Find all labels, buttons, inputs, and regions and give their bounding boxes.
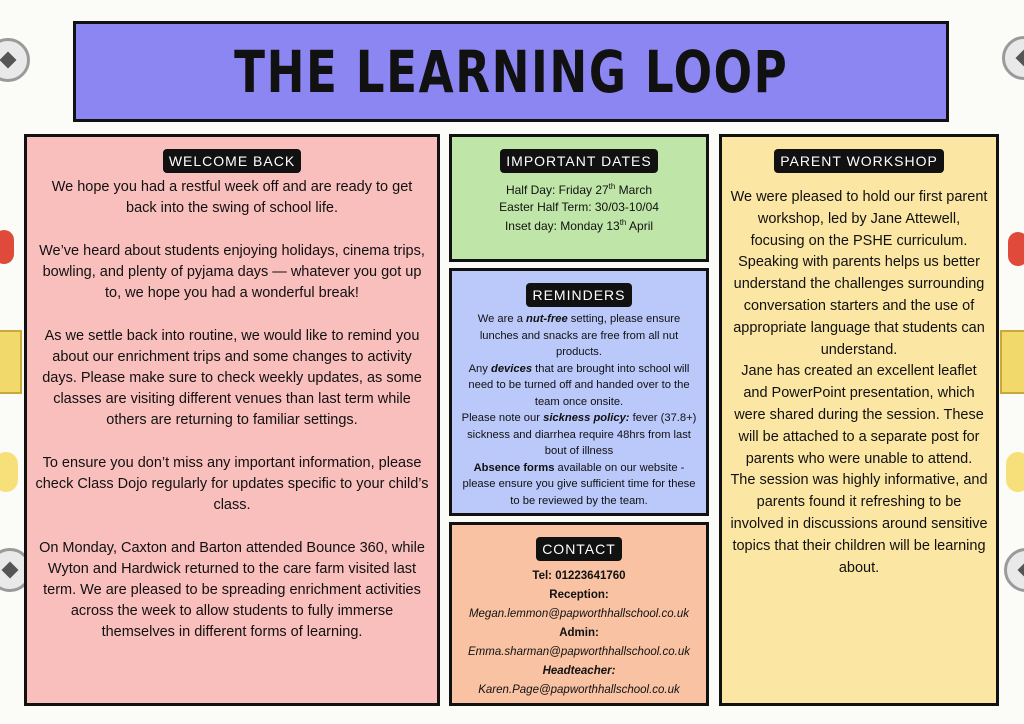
reminders-panel <box>449 268 709 516</box>
admin-label: Admin: <box>559 627 599 639</box>
welcome-paragraph: On Monday, Caxton and Barton attended Bounce 360, while Wyton and Hardwick returned to the care farm visited last term. We are pleased to be spreading enrichment activities across the week to allow students to fully immerse themselves in different forms of learning. <box>39 540 425 640</box>
headteacher-email[interactable]: Karen.Page@papworthhallschool.co.uk <box>478 684 680 696</box>
medal-icon <box>1006 452 1024 492</box>
workshop-paragraph: Jane has created an excellent leaflet and PowerPoint presentation, which were shared during the session. These will be attached to a separate post for parents who were unable to attend. <box>734 363 984 467</box>
welcome-heading: WELCOME BACK <box>163 149 301 173</box>
dates-heading: IMPORTANT DATES <box>500 149 657 173</box>
important-dates-panel <box>449 134 709 262</box>
reminders-heading: REMINDERS <box>526 283 631 307</box>
admin-email[interactable]: Emma.sharman@papworthhallschool.co.uk <box>468 646 690 658</box>
easter-half-term: Easter Half Term: 30/03-10/04 <box>499 199 659 214</box>
football-icon <box>1002 36 1024 80</box>
reminder-nut-free: We are a nut-free setting, please ensure lunches and snacks are free from all nut products. <box>477 313 681 358</box>
newsletter-title: THE LEARNING LOOP <box>233 37 789 106</box>
reminder-sickness-policy: Please note our sickness policy: fever (37.8+) sickness and diarrhea require 48hrs from last bout of illness <box>461 412 697 457</box>
welcome-panel <box>24 134 440 706</box>
inset-day-date: Inset day: Monday 13th April <box>504 218 654 233</box>
reminder-absence-forms: Absence forms available on our website - please ensure you give sufficient time for these to be reviewed by the team. <box>462 461 696 507</box>
workshop-paragraph: We were pleased to hold our first parent workshop, led by Jane Attewell, focusing on the PSHE curriculum. <box>730 189 988 249</box>
reception-email[interactable]: Megan.lemmon@papworthhallschool.co.uk <box>468 608 690 620</box>
welcome-paragraph: To ensure you don’t miss any important information, please check Class Dojo regularly for updates specific to your child’s class. <box>35 455 429 513</box>
book-icon <box>0 330 22 394</box>
workshop-heading: PARENT WORKSHOP <box>774 149 944 173</box>
parent-workshop-panel <box>719 134 999 706</box>
workshop-paragraph: Speaking with parents helps us better understand the challenges surrounding conversation starters and the use of appropriate language that students can understand. <box>733 254 985 358</box>
workshop-paragraph: The session was highly informative, and parents found it refreshing to be involved in discussions around sensitive topics that their children will be learning about. <box>730 472 988 576</box>
medal-icon <box>0 452 18 492</box>
football-icon <box>0 38 30 82</box>
apple-icon <box>1008 232 1024 266</box>
contact-heading: CONTACT <box>536 537 622 561</box>
headteacher-label: Headteacher: <box>542 665 616 677</box>
apple-icon <box>0 230 14 264</box>
welcome-paragraph: We’ve heard about students enjoying holidays, cinema trips, bowling, and plenty of pyjama days — whatever you got up to, we hope you had a wonderful break! <box>39 243 425 301</box>
reception-label: Reception: <box>549 589 609 601</box>
half-day-date: Half Day: Friday 27th March <box>505 182 653 197</box>
football-icon <box>1004 548 1024 592</box>
contact-telephone: Tel: 01223641760 <box>532 570 626 582</box>
welcome-paragraph: As we settle back into routine, we would like to remind you about our enrichment trips and some changes to activity days. Please make sure to check weekly updates, as some classes are visiting different venues than last term while others are returning to familiar settings. <box>42 328 422 428</box>
reminder-devices: Any devices that are brought into school will need to be turned off and handed over to the team once onsite. <box>468 362 690 408</box>
book-icon <box>1000 330 1024 394</box>
contact-panel <box>449 522 709 706</box>
welcome-paragraph: We hope you had a restful week off and are ready to get back into the swing of school life. <box>51 179 413 216</box>
title-banner <box>73 21 949 122</box>
